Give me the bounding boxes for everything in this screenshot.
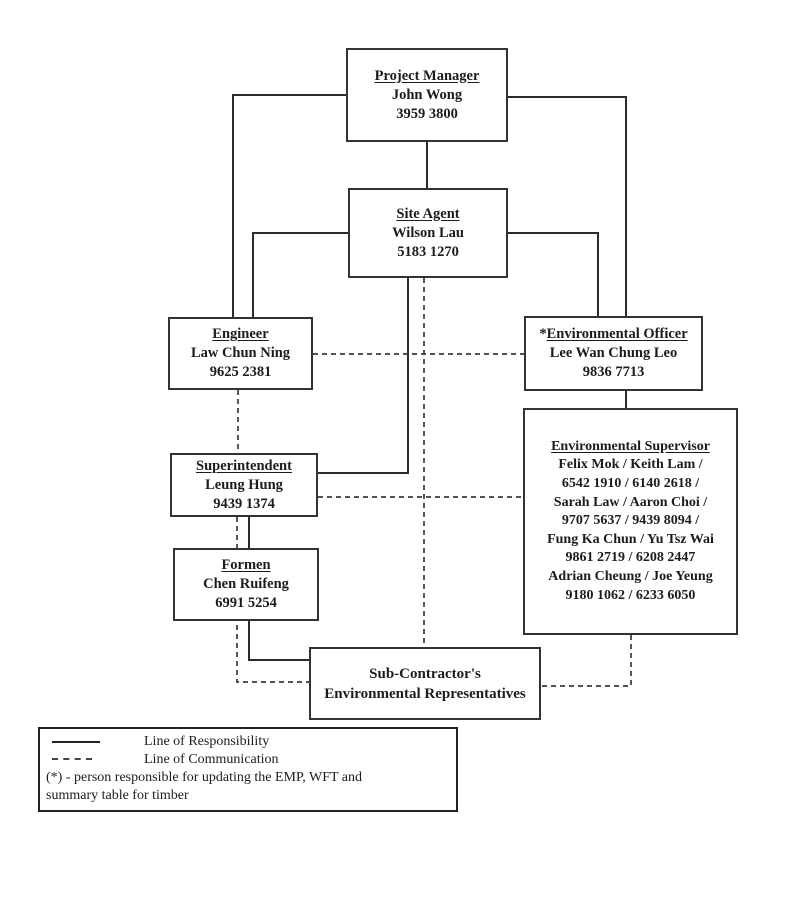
node-person: John Wong bbox=[391, 86, 463, 103]
node-phone: 9439 1374 bbox=[213, 495, 275, 512]
node-superintendent bbox=[170, 453, 318, 517]
node-line: 9707 5637 / 9439 8094 / bbox=[561, 513, 700, 529]
node-person: Wilson Lau bbox=[392, 224, 464, 241]
legend-box bbox=[38, 727, 458, 812]
connector-formen-subcontractor bbox=[249, 621, 310, 660]
node-site-agent bbox=[348, 188, 508, 278]
node-phone: 9836 7713 bbox=[582, 364, 645, 380]
node-engineer bbox=[168, 317, 313, 390]
node-title: Project Manager bbox=[374, 67, 480, 84]
node-line: 9861 2719 / 6208 2447 bbox=[565, 550, 696, 566]
node-line: Adrian Cheung / Joe Yeung bbox=[548, 568, 713, 584]
node-title: Engineer bbox=[212, 326, 269, 342]
node-person: Law Chun Ning bbox=[190, 345, 291, 361]
node-line: Fung Ka Chun / Yu Tsz Wai bbox=[547, 531, 714, 547]
node-person: Chen Ruifeng bbox=[203, 576, 289, 592]
legend-responsibility-row bbox=[46, 733, 450, 751]
node-title: Environmental Supervisor bbox=[551, 438, 710, 454]
legend-communication-row bbox=[46, 751, 450, 769]
node-title: Sub-Contractor's bbox=[369, 665, 481, 682]
node-phone: 9625 2381 bbox=[209, 364, 272, 380]
connector-pm-env-officer bbox=[508, 97, 626, 317]
legend-responsibility-label: Line of Responsibility bbox=[144, 734, 270, 749]
node-line: Sarah Law / Aaron Choi / bbox=[553, 494, 708, 510]
node-title: Environmental Representatives bbox=[324, 685, 526, 702]
node-title: Formen bbox=[221, 557, 271, 573]
node-project-manager bbox=[346, 48, 508, 142]
connector-sa-superintendent bbox=[317, 278, 408, 473]
legend-communication-label: Line of Communication bbox=[144, 751, 279, 767]
node-formen bbox=[173, 548, 319, 621]
node-phone: 5183 1270 bbox=[397, 243, 459, 260]
node-person: Leung Hung bbox=[205, 476, 283, 493]
node-line: Felix Mok / Keith Lam / bbox=[558, 457, 703, 473]
node-title: Site Agent bbox=[396, 205, 460, 222]
solid-line-sample bbox=[52, 741, 100, 743]
node-line: 6542 1910 / 6140 2618 / bbox=[561, 476, 700, 492]
dashed-line-sample bbox=[52, 758, 92, 760]
connector-pm-engineer bbox=[233, 95, 346, 318]
node-environmental-officer bbox=[524, 316, 703, 391]
node-subcontractor-representatives bbox=[309, 647, 541, 720]
connector-envsupervisor-subcontractor-dashed bbox=[540, 635, 631, 686]
node-phone: 3959 3800 bbox=[396, 105, 458, 122]
node-person: Lee Wan Chung Leo bbox=[549, 345, 678, 361]
node-phone: 6991 5254 bbox=[215, 595, 277, 611]
node-environmental-supervisor bbox=[523, 408, 738, 635]
legend-note-line2: summary table for timber bbox=[46, 787, 189, 803]
legend-note-line1: (*) - person responsible for updating the EMP, WFT and bbox=[46, 770, 362, 785]
node-title: *Environmental Officer bbox=[539, 326, 688, 342]
asterisk-marker: * bbox=[539, 326, 547, 342]
node-line: 9180 1062 / 6233 6050 bbox=[565, 587, 696, 603]
connector-sa-engineer bbox=[253, 233, 348, 318]
node-title: Superintendent bbox=[196, 457, 292, 474]
connector-sa-env-officer bbox=[508, 233, 598, 317]
